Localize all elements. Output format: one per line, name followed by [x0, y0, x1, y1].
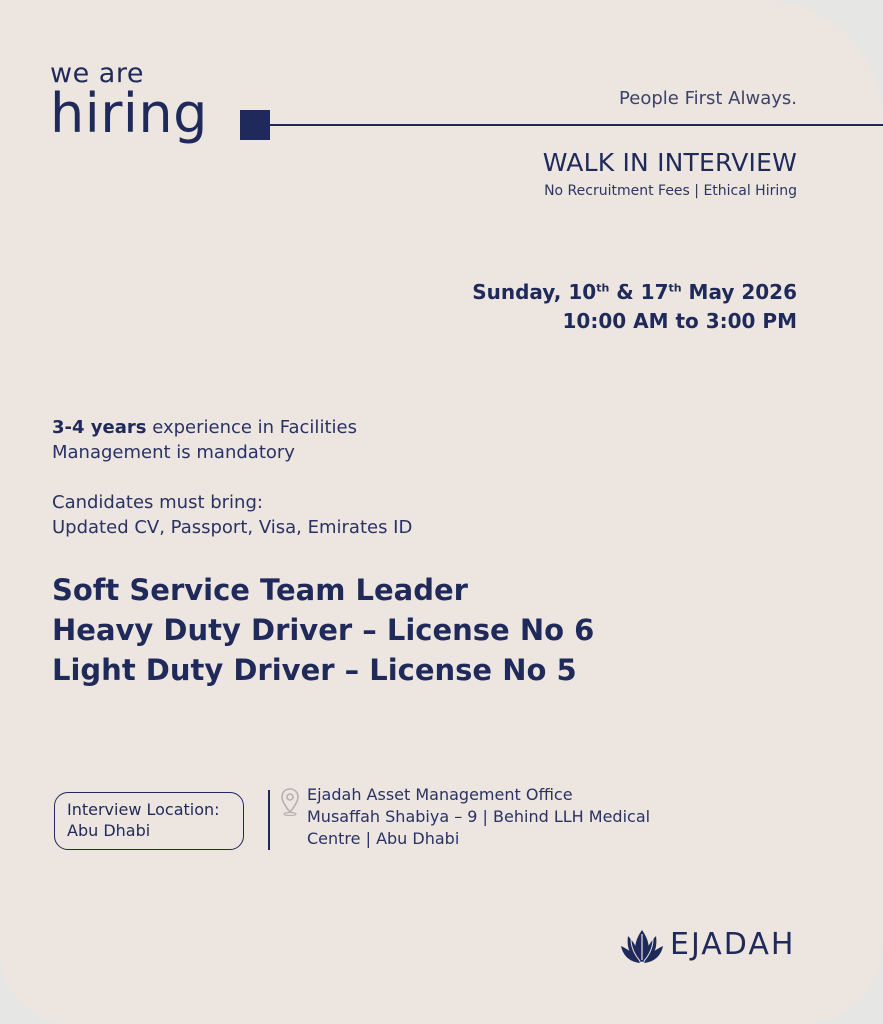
role-item: Soft Service Team Leader	[52, 573, 468, 607]
office-address	[307, 784, 727, 850]
location-city: Abu Dhabi	[67, 821, 151, 840]
we-are-text: we are	[50, 58, 144, 89]
interview-time: 10:00 AM to 3:00 PM	[562, 309, 797, 333]
hiring-heading: hiring	[50, 82, 208, 145]
interview-subtitle: No Recruitment Fees | Ethical Hiring	[544, 183, 797, 199]
role-list	[52, 570, 672, 690]
interview-dates	[472, 280, 797, 304]
location-label: Interview Location:	[67, 800, 220, 819]
bring-items: Updated CV, Passport, Visa, Emirates ID	[52, 517, 413, 538]
experience-requirement	[52, 415, 472, 465]
address-line: Centre | Abu Dhabi	[307, 829, 460, 848]
tagline: People First Always.	[619, 88, 797, 109]
interview-location-box	[54, 792, 244, 850]
role-item: Light Duty Driver – License No 5	[52, 653, 577, 687]
address-line: Ejadah Asset Management Office	[307, 785, 573, 804]
date-second-day: & 17	[609, 280, 669, 304]
map-pin-icon	[280, 788, 300, 816]
bring-label: Candidates must bring:	[52, 492, 263, 513]
header-divider-line	[270, 124, 883, 126]
interview-title: WALK IN INTERVIEW	[542, 148, 797, 177]
experience-text: experience in Facilities Management is mandatory	[52, 417, 357, 463]
decorative-square	[240, 110, 270, 140]
address-line: Musaffah Shabiya – 9 | Behind LLH Medical	[307, 807, 651, 826]
date-suffix-1: th	[596, 281, 610, 295]
brand-name: EJADAH	[670, 927, 796, 962]
documents-requirement	[52, 490, 512, 540]
date-day: Sunday, 10	[472, 280, 597, 304]
experience-years: 3-4 years	[52, 417, 147, 438]
ejadah-logo-icon	[620, 926, 664, 966]
date-month-year: May 2026	[681, 280, 797, 304]
role-item: Heavy Duty Driver – License No 6	[52, 613, 595, 647]
date-suffix-2: th	[668, 281, 682, 295]
location-divider	[268, 790, 270, 850]
